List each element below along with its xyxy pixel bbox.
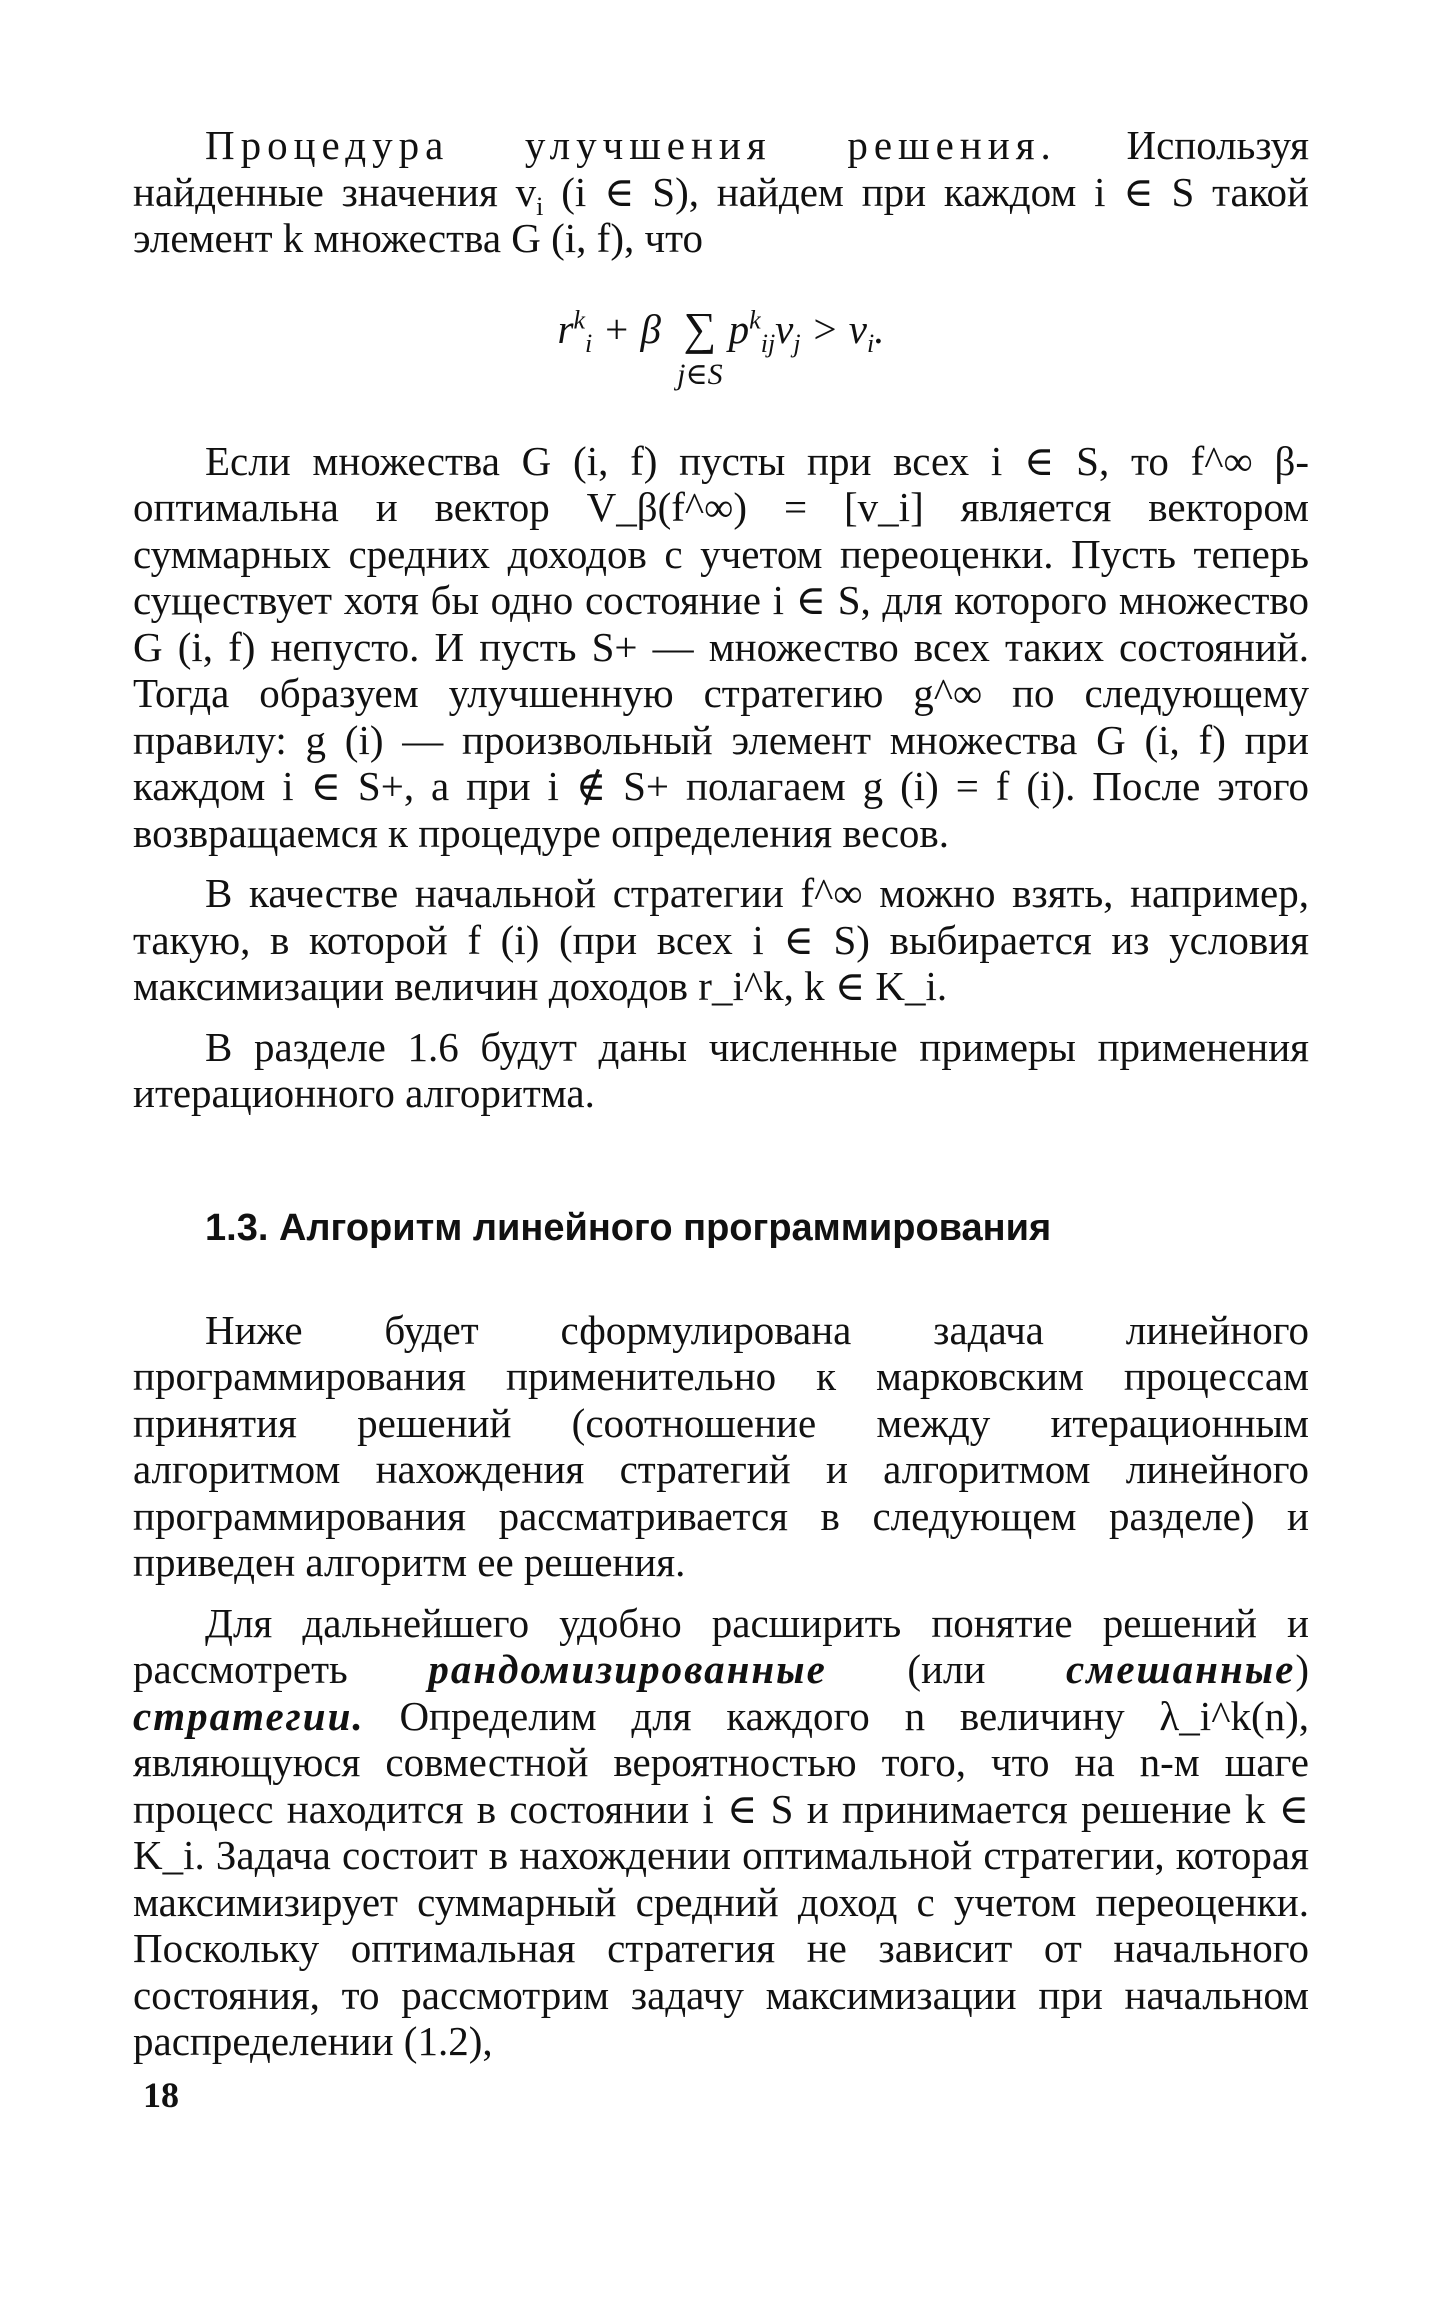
formula-r: r (557, 305, 574, 352)
sigma-symbol: ∑ (683, 302, 717, 354)
formula-p: p (728, 305, 750, 352)
term-strategies: стратегии. (133, 1692, 365, 1739)
paragraph-text: Для дальнейшего удобно расширить понятие решений и рассмотреть (133, 1599, 1309, 1692)
formula-sub: ij (760, 328, 776, 358)
term-mixed: смешанные (1066, 1646, 1296, 1692)
formula-sum (677, 302, 723, 398)
paragraph-lead: Процедура улучшения решения. (205, 122, 1057, 168)
term-randomized: рандомизированные (428, 1646, 827, 1692)
paragraph-text: (i ∈ S), найдем при каждом i ∈ S такой элемент k множества G (i, f), что (133, 168, 1309, 261)
paragraph-randomized (133, 1600, 1309, 2065)
section-heading: 1.3. Алгоритм линейного программирования (205, 1206, 1052, 1249)
formula-v: v (775, 305, 794, 352)
paragraph-initial-strategy: В качестве начальной стратегии f^∞ можно взять, например, такую, в которой f (i) (при всех i ∈ S) выбирается из условия максимизации величин доходов r_i^k, k ∈ K_i. (133, 870, 1309, 1009)
paragraph-optimal-condition: Если множества G (i, f) пусты при всех i ∈ S, то f^∞ β-оптимальна и вектор V_β(f^∞) = [v_i] является вектором суммарных средних доходов с учетом переоценки. Пусть теперь существует хотя бы одно состояние i ∈ S, для которого множество G (i, f) непусто. И пусть S+ — множество всех таких состояний. Тогда образуем улучшенную стратегию g^∞ по следующему правилу: g (i) — произвольный элемент множества G (i, f) при каждом i ∈ S+, а при i ∉ S+ полагаем g (i) = f (i). После этого возвращаемся к процедуре определения весов. (133, 437, 1309, 856)
formula-sub: i (585, 328, 593, 358)
formula-gt: > v (800, 305, 867, 352)
page-number: 18 (143, 2075, 179, 2115)
formula-sub: j (793, 328, 801, 358)
paragraph-examples-ref: В разделе 1.6 будут даны численные примеры применения итерационного алгоритма. (133, 1023, 1309, 1116)
paragraph-text: Используя найденные значения v (133, 122, 1309, 215)
subscript: i (536, 191, 544, 221)
formula-end: . (874, 305, 885, 352)
paragraph-text: ) (1295, 1646, 1310, 1692)
formula-improvement (133, 302, 1309, 398)
page-content (133, 122, 1309, 2079)
paragraph-text: (или (826, 1646, 1067, 1692)
paragraph-improvement (133, 122, 1309, 262)
formula-plus-beta: + β (592, 305, 672, 352)
sum-index: j∈S (677, 357, 723, 391)
paragraph-text: Определим для каждого n величину λ_i^k(n), являющуюся совместной вероятностью того, что на n-м шаге процесс находится в состоянии i ∈ S и принимается решение k ∈ K_i. Задача состоит в нахождении оптимальной стратегии, которая максимизирует суммарный средний доход с учетом переоценки. Поскольку оптимальная стратегия не зависит от начального состояния, то рассмотрим задачу максимизации при начальном распределении (1.2), (133, 1692, 1309, 2064)
formula-sup: k (573, 304, 586, 334)
formula-sup: k (749, 304, 761, 334)
formula-sub: i (866, 328, 875, 358)
paragraph-lp-intro: Ниже будет сформулирована задача линейного программирования применительно к марковским процессам принятия решений (соотношение между итерационным алгоритмом нахождения стратегий и алгоритмом линейного программирования рассматривается в следующем разделе) и приведен алгоритм ее решения. (133, 1306, 1309, 1585)
